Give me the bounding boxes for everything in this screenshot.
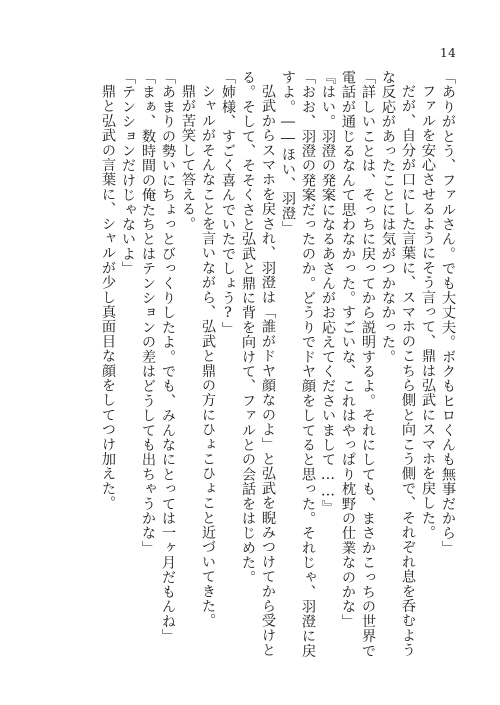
- text-line: る。そして、そそくさと弘武と鼎に背を向けて、ファルとの会話をはじめた。: [240, 70, 256, 585]
- text-line: 「あまりの勢いにちょっとびっくりしたよ。でも、みんなにとっては一ヶ月だもんね」: [160, 70, 176, 644]
- text-line: 弘武からスマホを戻され、羽澄は「誰がドヤ顔なのよ」と弘武を睨みつけてから受けと: [260, 84, 276, 658]
- vertical-text-block: [58, 70, 458, 670]
- text-line: な反応があったことには気がつかなかった。: [380, 70, 396, 364]
- text-line: すよ。――ほい、羽澄」: [280, 70, 296, 236]
- text-line: 鼎が苦笑して答える。: [180, 84, 196, 231]
- text-line: 電話が通じるなんて思わなかった。すごいな、これはやっぱり枕野の仕業なのかな」: [340, 70, 356, 629]
- text-line: 「テンションだけじゃないよ」: [120, 70, 136, 276]
- text-line: 『はい。羽澄の発案になるあさんがお応えてくださいまして……』: [320, 70, 336, 515]
- text-line: 鼎と弘武の言葉に、シャルが少し真面目な顔をしてつけ加えた。: [100, 84, 116, 511]
- text-line: 「おお、羽澄の発案だったのか。どうりでドヤ顔をしてると思った。それじゃ、羽澄に戻: [300, 70, 316, 658]
- text-line: 「ありがとう、ファルさん。でも大丈夫。ボクもヒロくんも無事だから」: [440, 70, 456, 556]
- page-number: 14: [440, 46, 457, 60]
- text-line: 「まぁ、数時間の俺たちとはテンションの差はどうしても出ちゃうかな」: [140, 70, 156, 556]
- text-line: ファルを安心させるようにそう言って、鼎は弘武にスマホを戻した。: [420, 84, 436, 540]
- text-line: 「姉様、すごく喜んでいたでしょう?」: [220, 70, 236, 337]
- text-line: 「詳しいことは、そっちに戻ってから説明するよ。それにしても、まさかこっちの世界で: [360, 70, 376, 658]
- text-line: だが、自分が口にした言葉に、スマホのこちら側と向こう側で、それぞれ息を呑むよう: [400, 84, 416, 658]
- text-line: シャルがそんなことを言いながら、弘武と鼎の方にひょこひょこと近づいてきた。: [200, 84, 216, 628]
